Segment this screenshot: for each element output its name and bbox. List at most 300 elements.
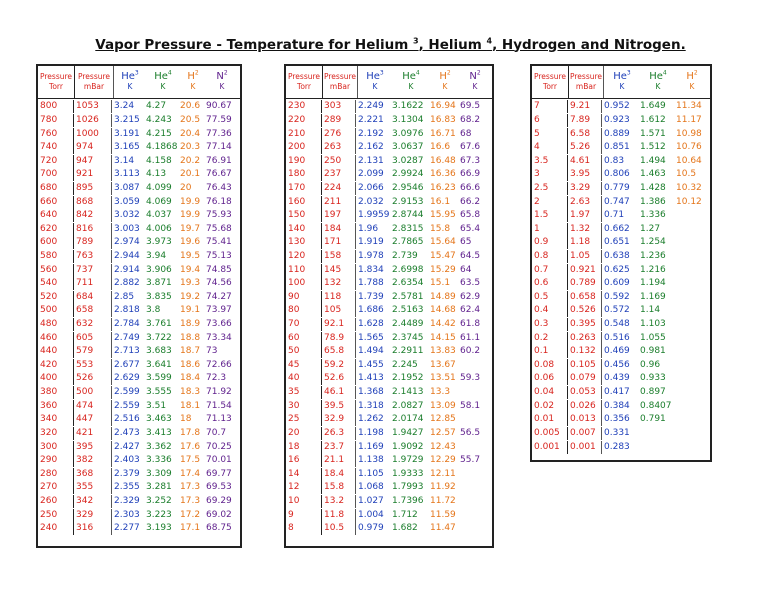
- cell-n2-k: 77.14: [206, 142, 232, 153]
- cell-pressure-mbar: 0.001: [568, 441, 602, 454]
- cell-pressure-torr: 720: [38, 155, 74, 168]
- cell-pressure-torr: 660: [38, 196, 74, 209]
- cell-pressure-mbar: 1.05: [568, 250, 602, 263]
- table-row: [286, 359, 492, 373]
- cell-he4-k: 3.641: [146, 359, 172, 370]
- cell-he3-k: 1.004: [358, 509, 384, 520]
- cell-he3-k: 2.914: [114, 264, 140, 275]
- table-row: [286, 454, 492, 468]
- cell-pressure-torr: 70: [286, 318, 322, 331]
- cell-pressure-mbar: 1.32: [568, 223, 602, 236]
- cell-h2-k: 19.6: [180, 237, 201, 248]
- cell-h2-k: 14.42: [430, 319, 456, 330]
- cell-pressure-torr: 190: [286, 155, 322, 168]
- cell-pressure-mbar: 105: [322, 304, 356, 317]
- cell-h2-k: 10.76: [676, 142, 702, 153]
- cell-he4-k: 2.1952: [392, 373, 424, 384]
- cell-pressure-mbar: 474: [74, 400, 112, 413]
- cell-he3-k: 2.677: [114, 359, 140, 370]
- cell-he3-k: 3.113: [114, 169, 140, 180]
- cell-pressure-torr: 250: [38, 509, 74, 522]
- cell-h2-k: 16.83: [430, 114, 456, 125]
- table-row: [532, 263, 710, 277]
- cell-he4-k: 1.463: [640, 169, 666, 180]
- cell-pressure-mbar: 18.4: [322, 468, 356, 481]
- cell-he4-k: 2.4489: [392, 319, 424, 330]
- cell-h2-k: 13.3: [430, 387, 451, 398]
- cell-h2-k: 11.47: [430, 523, 456, 534]
- cell-he3-k: 0.439: [604, 373, 630, 384]
- cell-he4-k: 3.193: [146, 523, 172, 534]
- cell-pressure-torr: 14: [286, 468, 322, 481]
- table-row: [38, 522, 240, 536]
- table-row: [286, 522, 492, 536]
- cell-he3-k: 2.599: [114, 387, 140, 398]
- cell-pressure-mbar: 0.526: [568, 304, 602, 317]
- table-row: [286, 277, 492, 291]
- table-row: [38, 359, 240, 373]
- cell-pressure-mbar: 46.1: [322, 386, 356, 399]
- cell-pressure-torr: 420: [38, 359, 74, 372]
- cell-pressure-torr: 0.4: [532, 304, 568, 317]
- cell-he4-k: 3.683: [146, 346, 172, 357]
- cell-he4-k: 1.194: [640, 278, 666, 289]
- cell-he4-k: 4.13: [146, 169, 167, 180]
- cell-he4-k: 2.9546: [392, 182, 424, 193]
- cell-he4-k: 2.739: [392, 251, 418, 261]
- cell-h2-k: 10.98: [676, 128, 702, 139]
- table-row: [38, 440, 240, 454]
- cell-pressure-torr: 0.6: [532, 277, 568, 290]
- cell-he3-k: 0.592: [604, 291, 630, 302]
- title-text-1: Vapor Pressure - Temperature for Helium: [95, 36, 414, 53]
- cell-n2-k: 75.13: [206, 251, 232, 261]
- cell-n2-k: 66.9: [460, 169, 481, 180]
- cell-pressure-torr: 700: [38, 168, 74, 181]
- cell-he3-k: 0.384: [604, 400, 630, 411]
- table-row: [286, 399, 492, 413]
- table-row: [532, 427, 710, 441]
- cell-he3-k: 0.638: [604, 251, 630, 261]
- table-3-header: [532, 66, 710, 99]
- cell-pressure-torr: 2.5: [532, 182, 568, 195]
- cell-h2-k: 14.15: [430, 332, 456, 343]
- table-row: [38, 195, 240, 209]
- cell-n2-k: 67.6: [460, 142, 481, 153]
- table-row: [532, 399, 710, 413]
- table-row: [38, 481, 240, 495]
- cell-he3-k: 1.413: [358, 373, 384, 384]
- cell-pressure-mbar: 421: [74, 427, 112, 440]
- title-text-2: , Helium: [418, 36, 487, 53]
- cell-he4-k: 1.7993: [392, 482, 424, 493]
- cell-n2-k: 73.34: [206, 332, 232, 343]
- cell-he3-k: 1.318: [358, 400, 384, 411]
- cell-pressure-torr: 0.08: [532, 359, 568, 372]
- cell-pressure-torr: 0.7: [532, 264, 568, 277]
- cell-h2-k: 13.67: [430, 359, 456, 370]
- cell-he4-k: 1.612: [640, 114, 666, 125]
- cell-pressure-mbar: 118: [322, 291, 356, 304]
- cell-he4-k: 4.27: [146, 101, 167, 112]
- cell-he4-k: 3.0287: [392, 155, 424, 166]
- cell-pressure-torr: 150: [286, 209, 322, 222]
- table-row: [286, 250, 492, 264]
- cell-pressure-mbar: 737: [74, 264, 112, 277]
- cell-pressure-torr: 760: [38, 128, 74, 141]
- table-row: [38, 386, 240, 400]
- cell-he3-k: 1.96: [358, 223, 379, 234]
- cell-he4-k: 2.0827: [392, 400, 424, 411]
- cell-he4-k: 3.362: [146, 441, 172, 452]
- table-row: [286, 182, 492, 196]
- cell-he3-k: 0.572: [604, 305, 630, 316]
- cell-n2-k: 77.59: [206, 114, 232, 125]
- header-pressure-torr: Pressure Torr: [286, 66, 323, 98]
- table-row: [286, 345, 492, 359]
- cell-he3-k: 2.944: [114, 251, 140, 261]
- cell-he3-k: 1.978: [358, 251, 384, 261]
- cell-he3-k: 0.456: [604, 359, 630, 370]
- cell-he3-k: 0.806: [604, 169, 630, 180]
- table-row: [532, 222, 710, 236]
- cell-n2-k: 66.6: [460, 182, 481, 193]
- cell-he4-k: 2.5781: [392, 291, 424, 302]
- cell-pressure-torr: 1.5: [532, 209, 568, 222]
- cell-he4-k: 1.254: [640, 237, 666, 248]
- cell-pressure-mbar: 3.95: [568, 168, 602, 181]
- header-he4: He$^4$ K: [154, 69, 172, 91]
- header-h2: $H^2$ K: [686, 69, 698, 91]
- cell-h2-k: 17.2: [180, 509, 201, 520]
- cell-n2-k: 74.85: [206, 264, 232, 275]
- cell-pressure-torr: 440: [38, 345, 74, 358]
- cell-pressure-torr: 0.04: [532, 386, 568, 399]
- cell-he3-k: 0.747: [604, 196, 630, 207]
- cell-pressure-mbar: 0.007: [568, 427, 602, 440]
- cell-pressure-torr: 130: [286, 236, 322, 249]
- cell-h2-k: 18.8: [180, 332, 201, 343]
- cell-n2-k: 64.5: [460, 251, 481, 261]
- table-row: [532, 413, 710, 427]
- header-n2: $N^2$ K: [469, 69, 481, 91]
- table-row: [286, 508, 492, 522]
- cell-he4-k: 2.6998: [392, 264, 424, 275]
- cell-he3-k: 3.059: [114, 196, 140, 207]
- cell-he3-k: 1.628: [358, 319, 384, 330]
- table-row: [286, 195, 492, 209]
- cell-he4-k: 1.169: [640, 291, 666, 302]
- cell-pressure-torr: 180: [286, 168, 322, 181]
- cell-pressure-mbar: 974: [74, 141, 112, 154]
- cell-he3-k: 2.629: [114, 373, 140, 384]
- header-he3: He$^3$ K: [366, 69, 384, 91]
- cell-he4-k: 1.055: [640, 332, 666, 343]
- table-row: [38, 427, 240, 441]
- cell-he3-k: 2.427: [114, 441, 140, 452]
- cell-h2-k: 18.4: [180, 373, 201, 384]
- cell-pressure-mbar: 605: [74, 332, 112, 345]
- cell-pressure-mbar: 0.395: [568, 318, 602, 331]
- cell-pressure-mbar: 32.9: [322, 413, 356, 426]
- cell-pressure-mbar: 145: [322, 264, 356, 277]
- cell-pressure-torr: 290: [38, 454, 74, 467]
- cell-he4-k: 1.9427: [392, 427, 424, 438]
- cell-he3-k: 3.24: [114, 101, 135, 112]
- table-row: [38, 277, 240, 291]
- cell-h2-k: 19.9: [180, 196, 201, 207]
- cell-pressure-mbar: 0.013: [568, 413, 602, 426]
- header-pressure-mbar: Pressure mBar: [569, 66, 604, 98]
- cell-he3-k: 1.198: [358, 427, 384, 438]
- cell-he3-k: 0.331: [604, 427, 630, 438]
- table-row: [38, 100, 240, 114]
- cell-h2-k: 13.83: [430, 346, 456, 357]
- cell-he4-k: 3.722: [146, 332, 172, 343]
- header-he4: He$^4$ K: [649, 69, 667, 91]
- table-3: [530, 64, 712, 462]
- cell-he3-k: 2.713: [114, 346, 140, 357]
- cell-pressure-mbar: 59.2: [322, 359, 356, 372]
- table-row: [38, 250, 240, 264]
- table-row: [532, 127, 710, 141]
- cell-he4-k: 2.245: [392, 359, 418, 370]
- cell-he4-k: 3.1304: [392, 114, 424, 125]
- cell-pressure-mbar: 5.26: [568, 141, 602, 154]
- cell-pressure-torr: 0.005: [532, 427, 568, 440]
- cell-h2-k: 19.5: [180, 251, 201, 261]
- cell-pressure-torr: 260: [38, 495, 74, 508]
- cell-he3-k: 3.087: [114, 182, 140, 193]
- cell-h2-k: 18.7: [180, 346, 201, 357]
- cell-n2-k: 68.2: [460, 114, 481, 125]
- cell-pressure-mbar: 21.1: [322, 454, 356, 467]
- cell-h2-k: 10.64: [676, 155, 702, 166]
- cell-he4-k: 2.9924: [392, 169, 424, 180]
- cell-n2-k: 74.27: [206, 291, 232, 302]
- cell-pressure-mbar: 789: [74, 236, 112, 249]
- cell-he3-k: 1.368: [358, 387, 384, 398]
- header-h2: $H^2$ K: [439, 69, 451, 91]
- table-2: [284, 64, 494, 548]
- table-row: [286, 114, 492, 128]
- cell-he3-k: 2.099: [358, 169, 384, 180]
- table-row: [38, 141, 240, 155]
- cell-pressure-mbar: 842: [74, 209, 112, 222]
- cell-he4-k: 1.14: [640, 305, 661, 316]
- cell-h2-k: 18.6: [180, 359, 201, 370]
- cell-he3-k: 0.851: [604, 142, 630, 153]
- cell-h2-k: 11.92: [430, 482, 456, 493]
- cell-pressure-torr: 100: [286, 277, 322, 290]
- table-row: [38, 331, 240, 345]
- cell-pressure-torr: 0.06: [532, 372, 568, 385]
- cell-he4-k: 2.9153: [392, 196, 424, 207]
- cell-pressure-mbar: 447: [74, 413, 112, 426]
- cell-pressure-torr: 80: [286, 304, 322, 317]
- table-row: [38, 263, 240, 277]
- cell-pressure-mbar: 1.97: [568, 209, 602, 222]
- cell-pressure-mbar: 171: [322, 236, 356, 249]
- cell-pressure-mbar: 52.6: [322, 372, 356, 385]
- cell-pressure-torr: 360: [38, 400, 74, 413]
- cell-pressure-mbar: 632: [74, 318, 112, 331]
- cell-he4-k: 3.906: [146, 264, 172, 275]
- cell-pressure-mbar: 382: [74, 454, 112, 467]
- cell-pressure-torr: 0.8: [532, 250, 568, 263]
- cell-n2-k: 61.1: [460, 332, 481, 343]
- cell-pressure-torr: 5: [532, 128, 568, 141]
- cell-he3-k: 2.355: [114, 482, 140, 493]
- cell-he4-k: 2.6354: [392, 278, 424, 289]
- cell-pressure-mbar: 289: [322, 114, 356, 127]
- cell-he4-k: 4.069: [146, 196, 172, 207]
- cell-pressure-mbar: 250: [322, 155, 356, 168]
- cell-pressure-torr: 270: [38, 481, 74, 494]
- cell-he4-k: 0.791: [640, 414, 666, 425]
- table-row: [286, 467, 492, 481]
- table-row: [286, 168, 492, 182]
- cell-pressure-torr: 6: [532, 114, 568, 127]
- header-he4: He$^4$ K: [402, 69, 420, 91]
- cell-n2-k: 90.67: [206, 101, 232, 112]
- cell-pressure-mbar: 658: [74, 304, 112, 317]
- cell-pressure-mbar: 3.29: [568, 182, 602, 195]
- cell-h2-k: 15.1: [430, 278, 451, 289]
- cell-pressure-torr: 0.2: [532, 332, 568, 345]
- cell-n2-k: 55.7: [460, 455, 481, 466]
- cell-he4-k: 3.309: [146, 468, 172, 479]
- cell-h2-k: 12.29: [430, 455, 456, 466]
- cell-he4-k: 3.413: [146, 427, 172, 438]
- header-pressure-mbar: Pressure mBar: [323, 66, 358, 98]
- cell-pressure-mbar: 816: [74, 223, 112, 236]
- cell-he4-k: 3.871: [146, 278, 172, 289]
- cell-pressure-torr: 160: [286, 196, 322, 209]
- table-row: [532, 331, 710, 345]
- header-h2: $H^2$ K: [187, 69, 199, 91]
- table-row: [286, 209, 492, 223]
- cell-pressure-torr: 740: [38, 141, 74, 154]
- cell-pressure-torr: 400: [38, 372, 74, 385]
- table-row: [532, 345, 710, 359]
- table-row: [286, 100, 492, 114]
- cell-h2-k: 19.7: [180, 223, 201, 234]
- table-row: [532, 318, 710, 332]
- title-sup-2: 4: [486, 36, 493, 45]
- cell-pressure-mbar: 263: [322, 141, 356, 154]
- table-1: [36, 64, 242, 548]
- table-row: [286, 331, 492, 345]
- cell-pressure-torr: 230: [286, 100, 322, 113]
- cell-h2-k: 12.57: [430, 427, 456, 438]
- cell-he4-k: 1.7396: [392, 495, 424, 506]
- cell-h2-k: 16.36: [430, 169, 456, 180]
- cell-h2-k: 17.5: [180, 455, 201, 466]
- table-row: [532, 100, 710, 114]
- cell-he3-k: 2.303: [114, 509, 140, 520]
- cell-n2-k: 60.2: [460, 346, 481, 357]
- table-row: [38, 454, 240, 468]
- cell-he3-k: 1.105: [358, 468, 384, 479]
- cell-h2-k: 11.34: [676, 101, 702, 112]
- cell-pressure-torr: 0.3: [532, 318, 568, 331]
- cell-h2-k: 17.3: [180, 482, 201, 493]
- cell-pressure-mbar: 1.18: [568, 236, 602, 249]
- cell-n2-k: 69.77: [206, 468, 232, 479]
- table-row: [38, 345, 240, 359]
- cell-n2-k: 59.3: [460, 373, 481, 384]
- cell-he3-k: 3.165: [114, 142, 140, 153]
- cell-he4-k: 3.973: [146, 237, 172, 248]
- table-row: [532, 114, 710, 128]
- cell-h2-k: 12.43: [430, 441, 456, 452]
- cell-he4-k: 1.428: [640, 182, 666, 193]
- cell-he3-k: 0.952: [604, 101, 630, 112]
- cell-n2-k: 70.25: [206, 441, 232, 452]
- cell-pressure-torr: 320: [38, 427, 74, 440]
- cell-n2-k: 75.68: [206, 223, 232, 234]
- cell-n2-k: 68: [460, 128, 472, 139]
- table-1-body: [38, 99, 240, 536]
- table-row: [38, 154, 240, 168]
- cell-pressure-torr: 280: [38, 468, 74, 481]
- cell-pressure-mbar: 11.8: [322, 509, 356, 522]
- cell-h2-k: 20.2: [180, 155, 201, 166]
- cell-he3-k: 0.979: [358, 523, 384, 534]
- cell-he3-k: 1.788: [358, 278, 384, 289]
- cell-he4-k: 4.243: [146, 114, 172, 125]
- table-row: [38, 304, 240, 318]
- cell-n2-k: 75.41: [206, 237, 232, 248]
- cell-he4-k: 1.712: [392, 509, 418, 520]
- cell-pressure-mbar: 303: [322, 100, 356, 113]
- cell-he4-k: 4.037: [146, 210, 172, 221]
- table-row: [286, 222, 492, 236]
- cell-pressure-mbar: 395: [74, 441, 112, 454]
- cell-he4-k: 1.27: [640, 223, 661, 234]
- table-row: [532, 154, 710, 168]
- table-2-body: [286, 99, 492, 536]
- cell-he4-k: 2.1413: [392, 387, 424, 398]
- cell-h2-k: 15.29: [430, 264, 456, 275]
- cell-h2-k: 10.5: [676, 169, 697, 180]
- cell-pressure-mbar: 868: [74, 196, 112, 209]
- table-row: [532, 359, 710, 373]
- cell-h2-k: 16.71: [430, 128, 456, 139]
- table-row: [532, 440, 710, 454]
- table-row: [286, 154, 492, 168]
- cell-n2-k: 70.01: [206, 455, 232, 466]
- cell-n2-k: 76.18: [206, 196, 232, 207]
- cell-h2-k: 20.6: [180, 101, 201, 112]
- cell-he3-k: 2.516: [114, 414, 140, 425]
- cell-he4-k: 3.281: [146, 482, 172, 493]
- cell-h2-k: 20.4: [180, 128, 201, 139]
- cell-he3-k: 0.609: [604, 278, 630, 289]
- cell-he3-k: 0.651: [604, 237, 630, 248]
- table-row: [38, 168, 240, 182]
- cell-h2-k: 19.9: [180, 210, 201, 221]
- cell-he4-k: 0.981: [640, 346, 666, 357]
- cell-pressure-torr: 200: [286, 141, 322, 154]
- cell-he3-k: 2.249: [358, 101, 384, 112]
- cell-h2-k: 10.32: [676, 182, 702, 193]
- cell-he4-k: 1.9092: [392, 441, 424, 452]
- cell-h2-k: 10.12: [676, 196, 702, 207]
- cell-pressure-torr: 7: [532, 100, 568, 113]
- table-row: [286, 304, 492, 318]
